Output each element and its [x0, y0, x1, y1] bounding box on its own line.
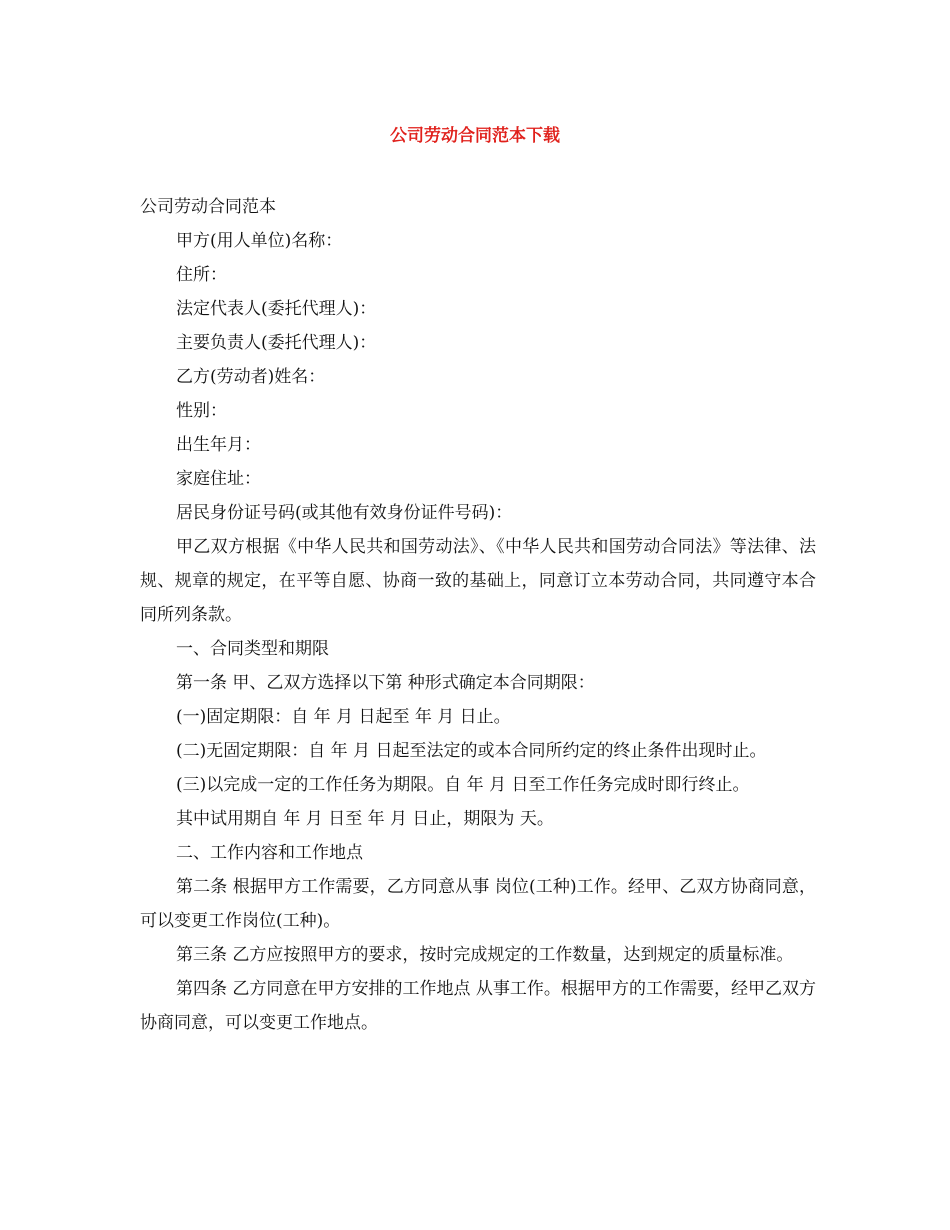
section-heading-2: 二、工作内容和工作地点	[176, 843, 363, 863]
paragraph-gender: 性别：	[176, 401, 227, 421]
paragraph-legal-rep: 法定代表人(委托代理人)：	[176, 299, 377, 319]
paragraph-address: 住所：	[176, 265, 227, 285]
paragraph-probation: 其中试用期自 年 月 日至 年 月 日止，期限为 天。	[176, 809, 554, 829]
paragraph-heading: 公司劳动合同范本	[140, 197, 276, 217]
paragraph-home-address: 家庭住址：	[176, 469, 261, 489]
paragraph-party-a-name: 甲方(用人单位)名称：	[176, 231, 343, 251]
paragraph-birth: 出生年月：	[176, 435, 261, 455]
section-heading-1: 一、合同类型和期限	[176, 639, 329, 659]
article-1-option-1: (一)固定期限：自 年 月 日起至 年 月 日止。	[176, 707, 511, 727]
article-1: 第一条 甲、乙双方选择以下第 种形式确定本合同期限：	[176, 673, 595, 693]
paragraph-preamble: 甲乙双方根据《中华人民共和国劳动法》、《中华人民共和国劳动合同法》等法律、法规、规章的规定，在平等自愿、协商一致的基础上，同意订立本劳动合同，共同遵守本合同所列条款。	[140, 537, 816, 625]
paragraph-party-b-name: 乙方(劳动者)姓名：	[176, 367, 326, 387]
paragraph-id-number: 居民身份证号码(或其他有效身份证件号码)：	[176, 503, 513, 523]
article-2: 第二条 根据甲方工作需要，乙方同意从事 岗位(工种)工作。经甲、乙双方协商同意，可以变更工作岗位(工种)。	[140, 877, 816, 931]
article-1-option-3: (三)以完成一定的工作任务为期限。自 年 月 日至工作任务完成时即行终止。	[176, 775, 750, 795]
document-body	[140, 190, 816, 1040]
article-3: 第三条 乙方应按照甲方的要求，按时完成规定的工作数量，达到规定的质量标准。	[176, 945, 794, 965]
article-4: 第四条 乙方同意在甲方安排的工作地点 从事工作。根据甲方的工作需要，经甲乙双方协商同意，可以变更工作地点。	[140, 979, 816, 1033]
document-title: 公司劳动合同范本下载	[390, 126, 560, 146]
article-1-option-2: (二)无固定期限：自 年 月 日起至法定的或本合同所约定的终止条件出现时止。	[176, 741, 767, 761]
paragraph-principal: 主要负责人(委托代理人)：	[176, 333, 377, 353]
